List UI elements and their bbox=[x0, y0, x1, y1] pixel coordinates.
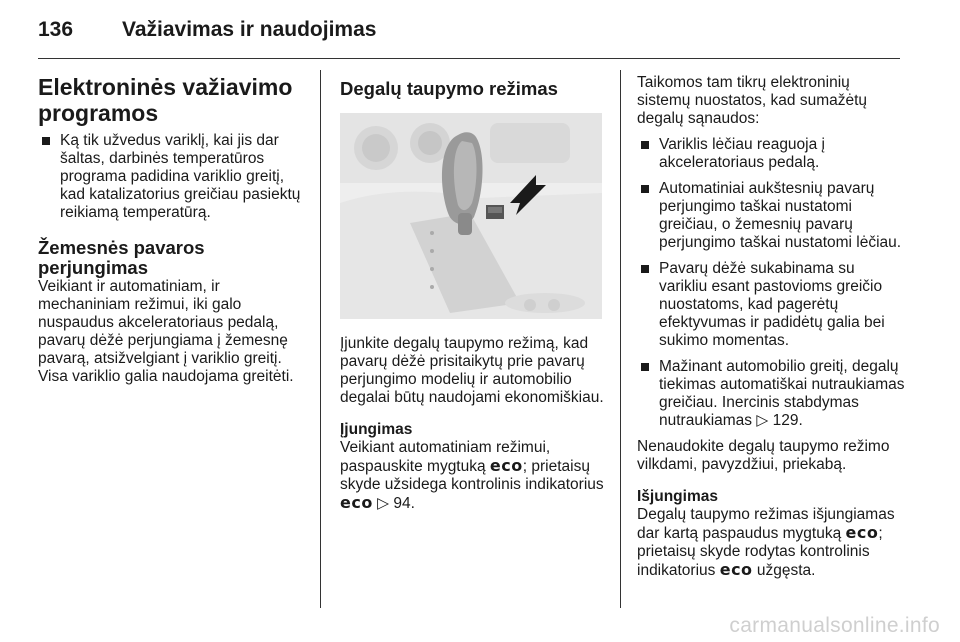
ref-arrow-icon: ▷ bbox=[756, 412, 769, 429]
column-2 bbox=[340, 74, 608, 513]
switch-off-title: Išjungimas bbox=[637, 488, 718, 505]
switch-on-title: Įjungimas bbox=[340, 421, 413, 438]
eco-mode-description: Įjunkite degalų taupymo režimą, kad pavarų dėžė prisitaikytų prie pavarų perjungimo modelių ir automobilio degalai būtų naudojami ekonomiškiau. bbox=[340, 335, 604, 406]
eco-indicator-icon: eco bbox=[340, 493, 373, 512]
eco-button-icon: eco bbox=[489, 456, 523, 475]
switch-on-text: Veikiant automatiniam režimui, paspauskite mygtuką eco; prietaisų skyde užsidega kontrolinis indikatorius eco ▷ 94. bbox=[340, 439, 604, 512]
header-rule bbox=[38, 58, 900, 59]
column-divider-2 bbox=[620, 70, 621, 608]
page-number: 136 bbox=[38, 18, 74, 41]
column-1 bbox=[38, 74, 310, 386]
eco-indicator-icon: eco bbox=[719, 560, 753, 579]
kickdown-text: Veikiant ir automatiniam, ir mechaniniam režimui, iki galo nuspaudus akceleratoriaus pedalą, pavarų dėžė perjungiama į žemesnę pavarą, atsižvelgiant į variklio greitį. Visa variklio galia naudojama greitėti. bbox=[38, 278, 294, 385]
switch-off-text: Degalų taupymo režimas išjungiamas dar kartą paspaudus mygtuką eco; prietaisų skyde rodytas kontrolinis indikatorius eco užgęsta. bbox=[637, 506, 895, 579]
eco-button-icon: eco bbox=[845, 523, 879, 542]
section-title-eco-mode: Degalų taupymo režimas bbox=[340, 78, 558, 99]
section-title-kickdown: Žemesnės pavaros perjungimas bbox=[38, 237, 205, 278]
column-divider-1 bbox=[320, 70, 321, 608]
list-item: Mažinant automobilio greitį, degalų tiekimas automatiškai nutraukiamas greičiau. Inercinis stabdymas nutraukiamas ▷ 129. bbox=[637, 358, 905, 430]
chapter-title: Važiavimas ir naudojimas bbox=[122, 18, 377, 41]
watermark: carmanualsonline.info bbox=[729, 614, 940, 637]
section-title-electronic-programs: Elektroninės važiavimo programos bbox=[38, 74, 293, 126]
list-item: Automatiniai aukštesnių pavarų perjungimo taškai nustatomi greičiau, o žemesnių pavarų perjungimo taškai nustatomi lėčiau. bbox=[637, 180, 905, 252]
column-3 bbox=[637, 74, 905, 580]
list-item: Variklis lėčiau reaguoja į akceleratoriaus pedalą. bbox=[637, 136, 905, 172]
list-item: Ką tik užvedus variklį, kai jis dar šaltas, darbinės temperatūros programa padidina variklio greitį, kad katalizatorius greičiau pasiektų reikiamą temperatūrą. bbox=[38, 132, 310, 222]
gear-selector-illustration bbox=[340, 113, 602, 319]
list-item: Pavarų dėžė sukabinama su varikliu esant pastovioms greičio nuostatoms, kad pagerėtų efektyvumas ir padidėtų galia bei sukimo momentas. bbox=[637, 260, 905, 350]
ref-arrow-icon: ▷ bbox=[377, 495, 390, 512]
towing-note: Nenaudokite degalų taupymo režimo vilkdami, pavyzdžiui, priekabą. bbox=[637, 438, 890, 473]
intro-text: Taikomos tam tikrų elektroninių sistemų nuostatos, kad sumažėtų degalų sąnaudos: bbox=[637, 74, 868, 127]
